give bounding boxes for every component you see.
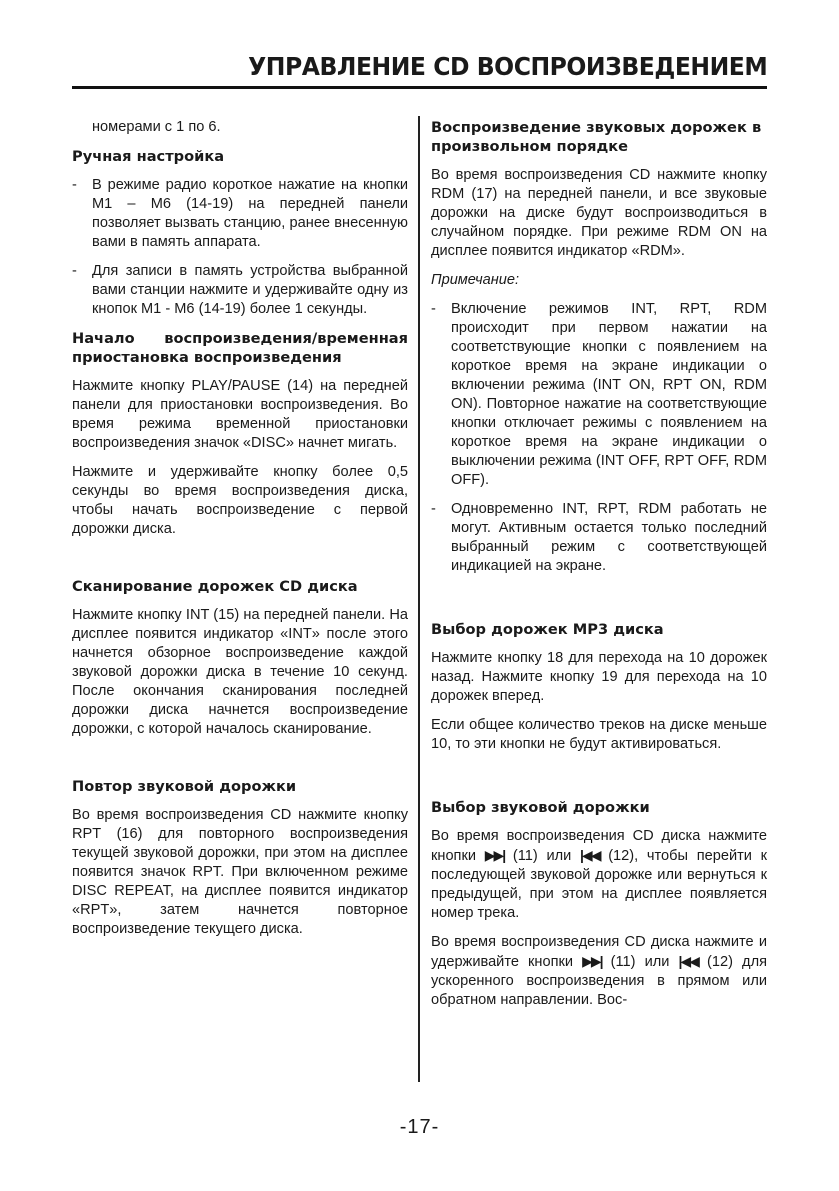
scan-text: Нажмите кнопку INT (15) на передней панели. На дисплее появится индикатор «INT» после этого начнется обзорное воспроизведение каждой звуковой дорожки диска в течение 10 секунд. После окончания сканирования последней дорожки диска начнется воспроизведение дорожки, с которой началось сканирование. — [72, 607, 408, 737]
repeat-heading: Повтор звуковой дорожки — [72, 778, 297, 795]
page-number: -17- — [399, 1116, 440, 1138]
list-item: - Одновременно INT, RPT, RDM работать не могут. Активным остается только последний выбранный режим с соответствующей индикацией на экране. — [431, 501, 767, 574]
play-pause-text-2: Нажмите и удерживайте кнопку более 0,5 секунды во время воспроизведения диска, чтобы начать воспроизведение с первой дорожки диска. — [72, 464, 408, 537]
random-heading: Воспроизведение звуковых дорожек в произвольном порядке — [431, 119, 762, 155]
next-track-icon: ▶▶| — [484, 847, 505, 863]
previous-track-icon: |◀◀ — [678, 953, 698, 969]
random-text: Во время воспроизведения CD нажмите кнопку RDM (17) на передней панели, и все звуковые дорожки на диске будут воспроизводиться в случайном порядке. При режиме RDM ON на дисплее появится индикатор «RDM». — [431, 167, 767, 259]
previous-track-icon: |◀◀ — [580, 847, 600, 863]
mp3-text-1: Нажмите кнопку 18 для перехода на 10 дорожек назад. Нажмите кнопку 19 для перехода на 10 дорожек вперед. — [431, 650, 767, 704]
note-label: Примечание: — [431, 272, 520, 288]
mp3-heading: Выбор дорожек MP3 диска — [431, 621, 664, 638]
play-pause-text-1: Нажмите кнопку PLAY/PAUSE (14) на передней панели для приостановки воспроизведения. Во время режима временной приостановки воспроизведения значок «DISC» начнет мигать. — [72, 378, 408, 451]
play-pause-heading — [72, 329, 408, 367]
track-select-text-1: Во время воспроизведения CD диска нажмите кнопки ▶▶| (11) или |◀◀ (12), чтобы перейти к последующей звуковой дорожке или вернуться к предыдущей, при этом на дисплее появляется номер трека. — [431, 828, 768, 921]
page-title: УПРАВЛЕНИЕ CD ВОСПРОИЗВЕДЕНИЕМ — [247, 52, 767, 81]
scan-heading: Сканирование дорожек CD диска — [72, 578, 358, 595]
play-pause-heading-text: Начало воспроизведения/временная приостановка воспроизведения — [72, 330, 408, 366]
list-item: - В режиме радио короткое нажатие на кнопки М1 – М6 (14-19) на передней панели позволяет вызвать станцию, ранее внесенную вами в память аппарата. — [72, 177, 408, 250]
list-item: - Включение режимов INT, RPT, RDM происходит при первом нажатии на соответствующие кнопки с появлением на короткое время на экране индикации о включении режима (INT ON, RPT ON, RDM ON). Повторное нажатие на соответствующие кнопки отключает режимы с появлением на короткое время на экране индикации о выключении режима (INT OFF, RPT OFF, RDM OFF). — [431, 301, 767, 488]
mp3-text-2: Если общее количество треков на диске меньше 10, то эти кнопки не будут активироваться. — [431, 717, 767, 752]
column-divider — [418, 116, 420, 1082]
title-rule — [72, 86, 767, 89]
intro-text: номерами с 1 по 6. — [92, 119, 221, 135]
track-select-heading: Выбор звуковой дорожки — [431, 799, 650, 816]
repeat-text: Во время воспроизведения CD нажмите кнопку RPT (16) для повторного воспроизведения текущей звуковой дорожки, при этом на дисплее появится значок RPT. При включенном режиме DISC REPEAT, на дисплее появится индикатор «RPT», затем начнется повторное воспроизведение текущего диска. — [72, 807, 408, 937]
next-track-icon: ▶▶| — [582, 953, 602, 969]
right-column — [431, 118, 767, 1020]
list-item: - Для записи в память устройства выбранной вами станции нажмите и удерживайте одну из кнопок М1 - М6 (14-19) более 1 секунды. — [72, 263, 408, 317]
track-select-text-2: Во время воспроизведения CD диска нажмите и удерживайте кнопки ▶▶| (11) или |◀◀ (12) для ускоренного воспроизведения в прямом или обратном направлении. Вос- — [431, 934, 767, 1008]
manual-tuning-heading: Ручная настройка — [72, 148, 225, 165]
left-column — [72, 118, 408, 949]
